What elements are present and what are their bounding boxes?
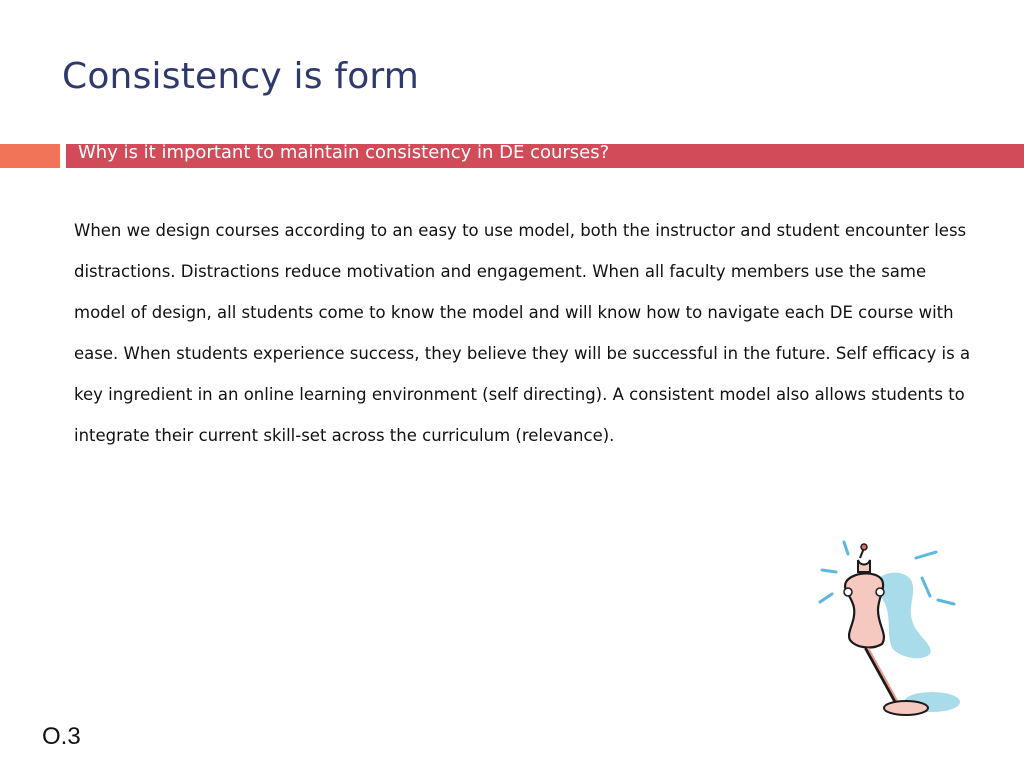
body-paragraph: When we design courses according to an easy to use model, both the instructor and student encounter less distractions. Distractions reduce motivation and engagement. When all faculty members use the same model of design, all students come to know the model and will know how to navigate each DE course with ease. When students experience success, they believe they will be successful in the future. Self efficacy is a key ingredient in an online learning environment (self directing). A consistent model also allows students to integrate their current skill-set across the curriculum (relevance).: [74, 221, 971, 446]
slide-title: Consistency is form: [62, 56, 420, 97]
accent-bar-left: [0, 144, 60, 168]
slide-number: O.3: [42, 723, 81, 750]
slide-subtitle: Why is it important to maintain consistency in DE courses?: [78, 142, 610, 163]
dress-form-mannequin-icon: [812, 536, 968, 722]
